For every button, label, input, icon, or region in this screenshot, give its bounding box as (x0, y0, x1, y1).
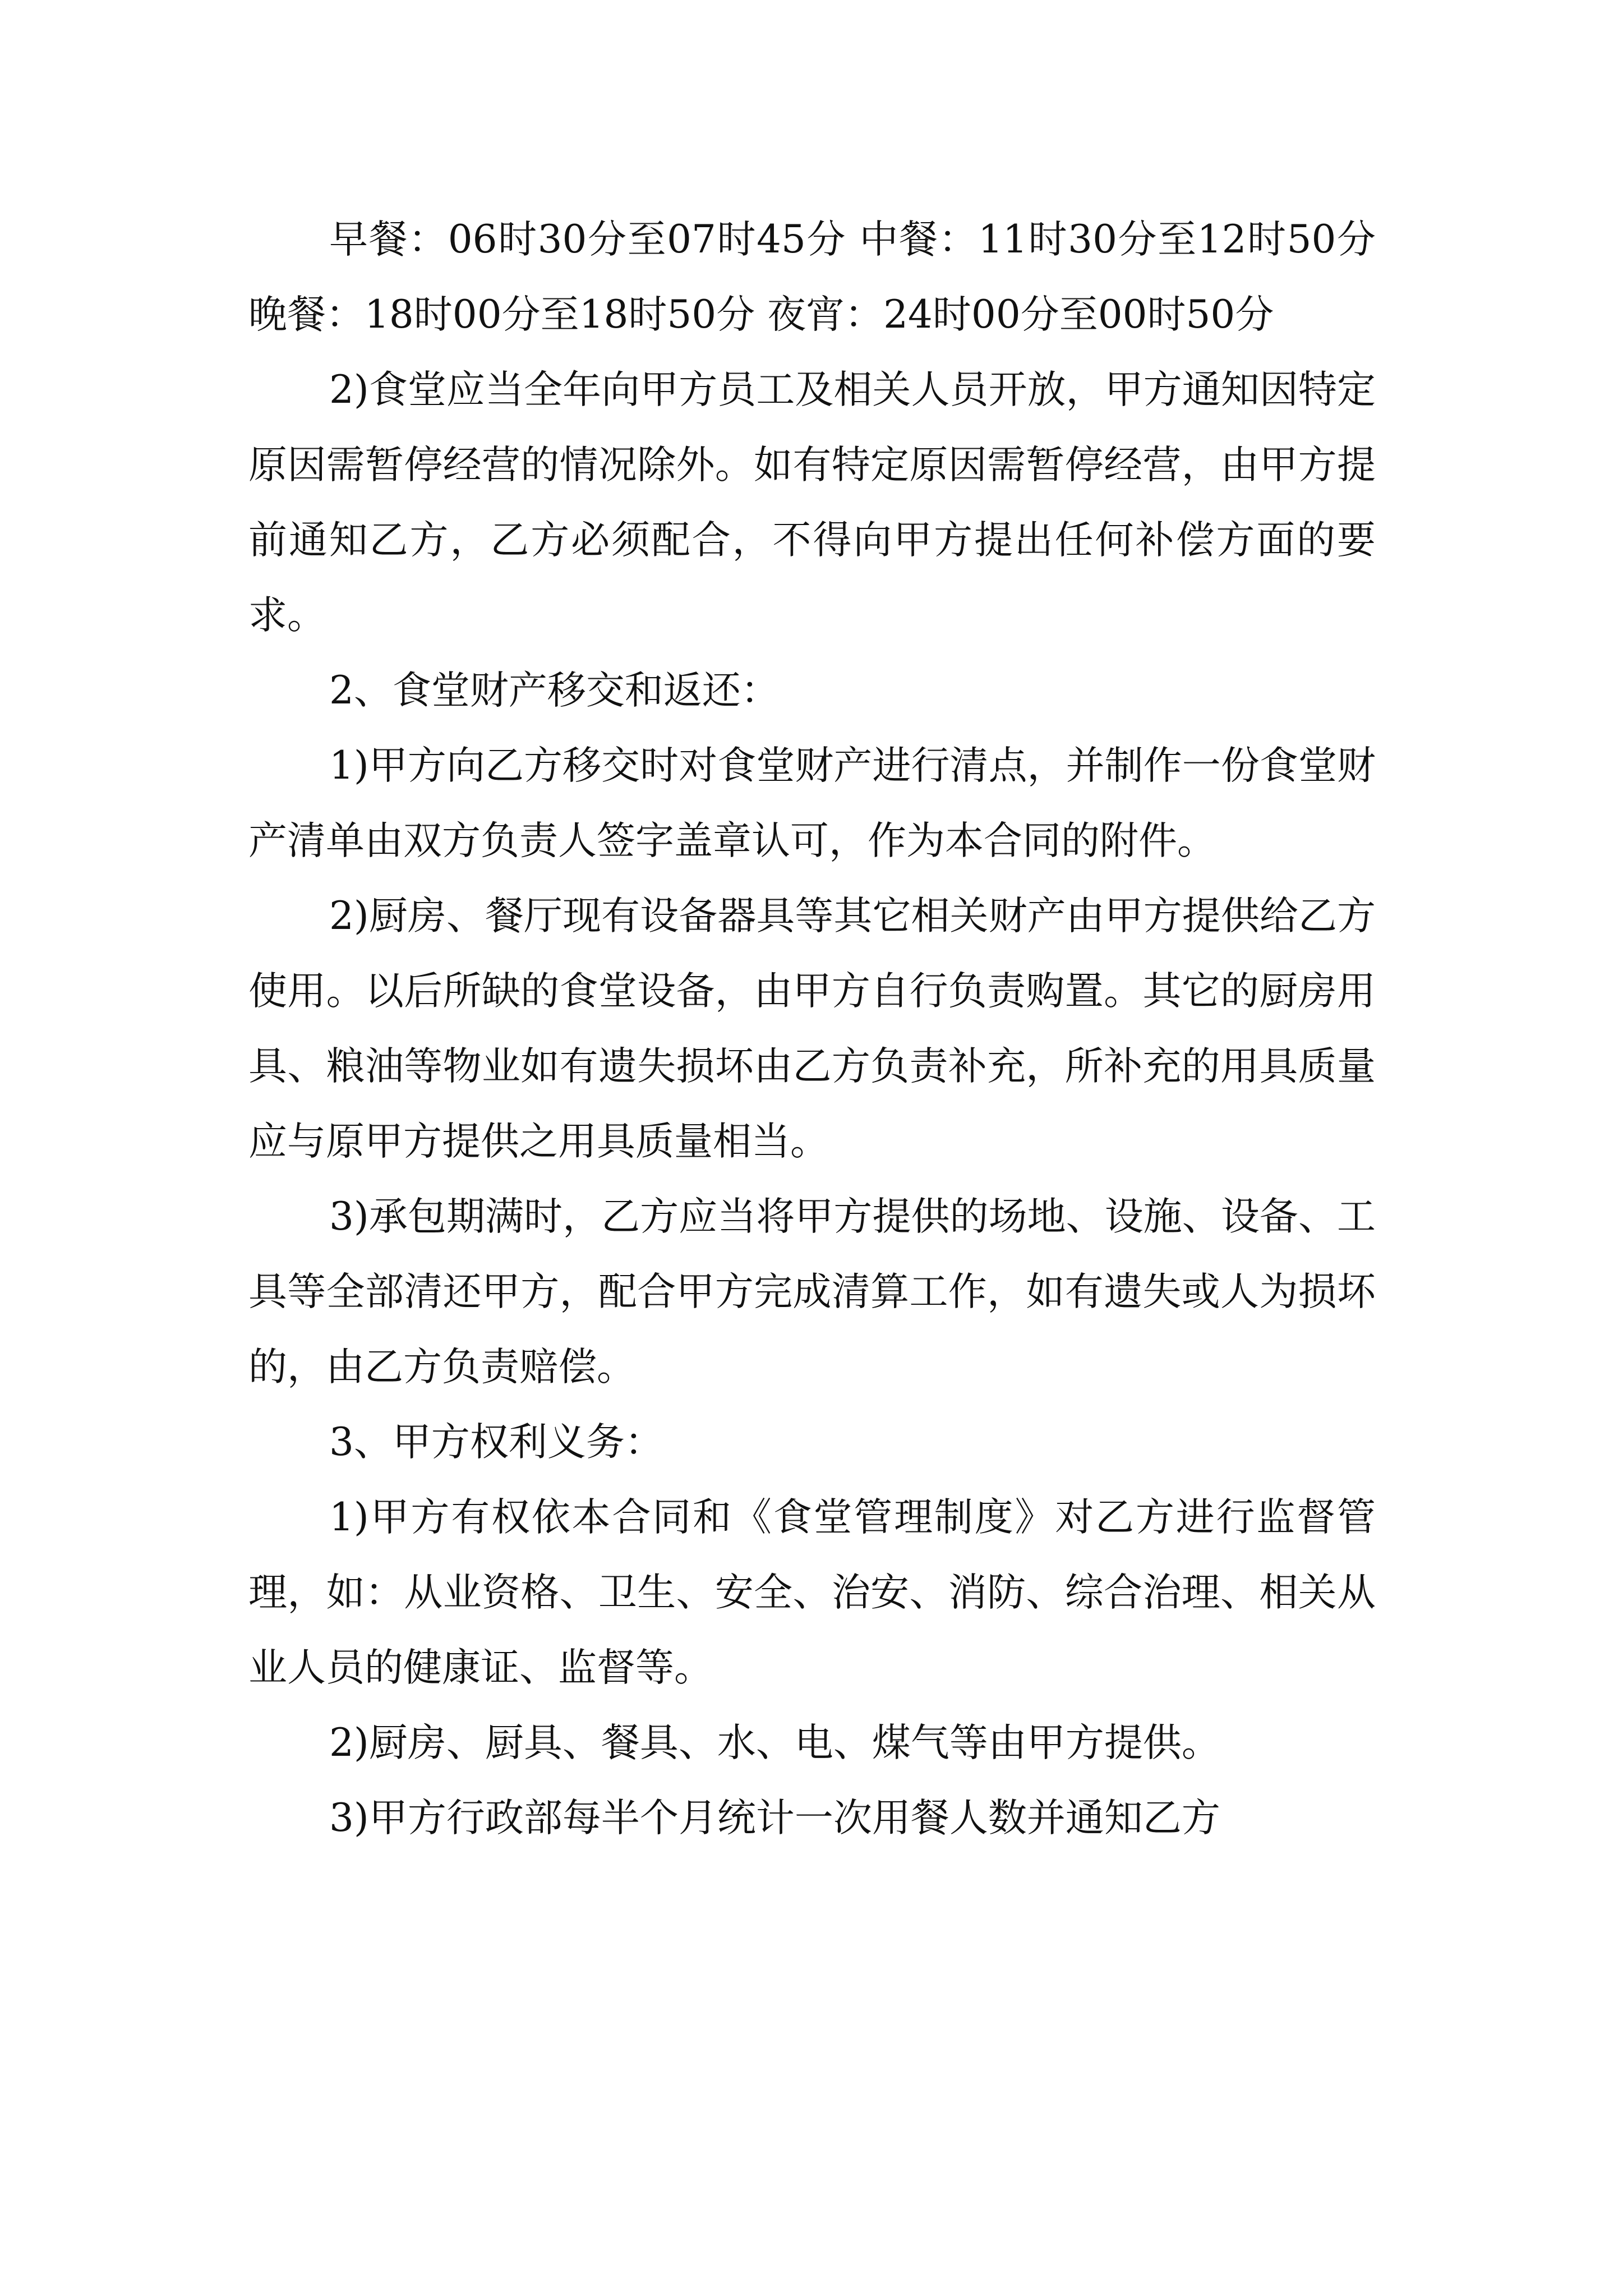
section-heading: 2、食堂财产移交和返还： (329, 668, 780, 713)
clause-paragraph: 3)承包期满时，乙方应当将甲方提供的场地、设施、设备、工具等全部清还甲方，配合甲方完成清算工作，如有遗失或人为损坏的，由乙方负责赔偿。 (248, 1194, 1376, 1389)
section-heading: 3、甲方权利义务： (329, 1420, 663, 1465)
clause-paragraph: 1)甲方向乙方移交时对食堂财产进行清点，并制作一份食堂财产清单由双方负责人签字盖章认可，作为本合同的附件。 (248, 743, 1376, 863)
clause-paragraph: 2)厨房、厨具、餐具、水、电、煤气等由甲方提供。 (329, 1720, 1220, 1765)
document-body (248, 202, 1376, 1856)
clause-paragraph: 1)甲方有权依本合同和《食堂管理制度》对乙方进行监督管理，如：从业资格、卫生、安全、治安、消防、综合治理、相关从业人员的健康证、监督等。 (248, 1495, 1376, 1690)
meal-times-paragraph: 早餐：06时30分至07时45分 中餐：11时30分至12时50分 晚餐：18时00分至18时50分 夜宵：24时00分至00时50分 (248, 217, 1376, 337)
clause-paragraph: 2)厨房、餐厅现有设备器具等其它相关财产由甲方提供给乙方使用。以后所缺的食堂设备，由甲方自行负责购置。其它的厨房用具、粮油等物业如有遗失损坏由乙方负责补充，所补充的用具质量应与原甲方提供之用具质量相当。 (248, 894, 1376, 1164)
clause-paragraph: 2)食堂应当全年向甲方员工及相关人员开放，甲方通知因特定原因需暂停经营的情况除外。如有特定原因需暂停经营，由甲方提前通知乙方，乙方必须配合，不得向甲方提出任何补偿方面的要求。 (248, 367, 1376, 638)
clause-paragraph: 3)甲方行政部每半个月统计一次用餐人数并通知乙方 (329, 1796, 1220, 1841)
